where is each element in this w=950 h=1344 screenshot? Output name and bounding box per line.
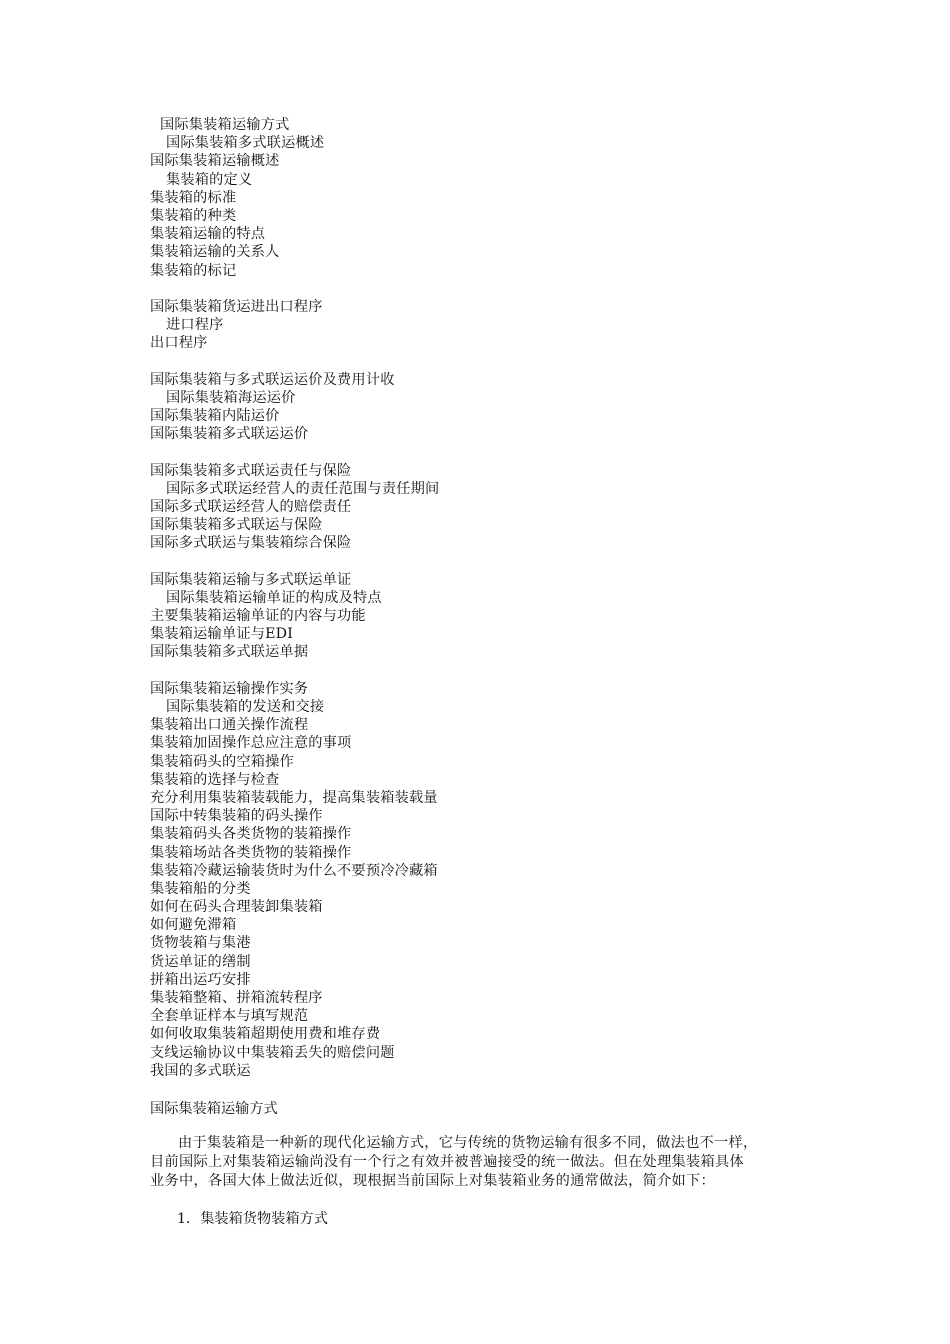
toc-entry[interactable]: 集装箱码头各类货物的装箱操作 <box>150 826 352 843</box>
toc-entry[interactable]: 集装箱的标准 <box>150 189 237 206</box>
toc-entry[interactable]: 国际多式联运经营人的赔偿责任 <box>150 498 352 515</box>
toc-entry[interactable]: 我国的多式联运 <box>150 1062 251 1079</box>
toc-entry[interactable]: 国际集装箱海运运价 <box>166 389 296 406</box>
toc-spacer <box>150 553 439 571</box>
toc-entry[interactable]: 拼箱出运巧安排 <box>150 971 251 988</box>
paragraph-line: 目前国际上对集装箱运输尚没有一个行之有效并被普遍接受的统一做法。但在处理集装箱具体 <box>150 1154 744 1170</box>
toc-entry[interactable]: 集装箱运输的关系人 <box>150 244 280 261</box>
toc-entry[interactable]: 国际集装箱的发送和交接 <box>166 699 325 715</box>
toc-entry[interactable]: 主要集装箱运输单证的内容与功能 <box>150 608 366 625</box>
toc-entry[interactable]: 集装箱运输的特点 <box>150 226 266 243</box>
toc-entry[interactable]: 全套单证样本与填写规范 <box>150 1008 309 1025</box>
toc-spacer <box>150 352 439 370</box>
toc-entry[interactable]: 货运单证的缮制 <box>150 953 251 970</box>
toc-entry[interactable]: 集装箱加固操作总应注意的事项 <box>150 735 352 752</box>
toc-entry[interactable]: 集装箱出口通关操作流程 <box>150 717 309 734</box>
numbered-item-heading: 1．集装箱货物装箱方式 <box>177 1211 328 1227</box>
body-paragraph <box>150 1134 810 1191</box>
toc-entry[interactable]: 国际集装箱运输操作实务 <box>150 680 309 697</box>
toc-entry[interactable]: 集装箱整箱、拼箱流转程序 <box>150 990 323 1006</box>
toc-entry[interactable]: 集装箱的定义 <box>166 171 253 188</box>
toc-entry[interactable]: 国际中转集装箱的码头操作 <box>150 808 323 825</box>
toc-entry[interactable]: 集装箱码头的空箱操作 <box>150 753 294 770</box>
toc-entry[interactable]: 国际集装箱多式联运责任与保险 <box>150 462 352 479</box>
toc-entry[interactable]: 国际集装箱运输与多式联运单证 <box>150 571 352 588</box>
table-of-contents <box>150 116 439 1080</box>
section-title: 国际集装箱运输方式 <box>150 1101 278 1117</box>
toc-entry[interactable]: 国际集装箱货运进出口程序 <box>150 298 323 315</box>
toc-entry[interactable]: 如何收取集装箱超期使用费和堆存费 <box>150 1026 381 1043</box>
toc-entry[interactable]: 集装箱运输单证与EDI <box>150 626 294 643</box>
toc-entry[interactable]: 出口程序 <box>150 335 208 352</box>
toc-entry[interactable]: 国际集装箱运输概述 <box>150 153 280 170</box>
toc-entry[interactable]: 充分利用集装箱装载能力，提高集装箱装载量 <box>150 789 438 806</box>
toc-entry[interactable]: 国际多式联运经营人的责任范围与责任期间 <box>166 480 440 497</box>
toc-spacer <box>150 443 439 461</box>
toc-entry[interactable]: 国际集装箱多式联运与保险 <box>150 517 323 534</box>
toc-entry[interactable]: 集装箱的种类 <box>150 207 237 224</box>
toc-entry[interactable]: 如何避免滞箱 <box>150 917 237 934</box>
toc-entry[interactable]: 国际集装箱运输方式 <box>160 117 290 133</box>
toc-entry[interactable]: 集装箱场站各类货物的装箱操作 <box>150 844 352 861</box>
toc-entry[interactable]: 国际集装箱多式联运运价 <box>150 426 309 443</box>
paragraph-line: 由于集装箱是一种新的现代化运输方式，它与传统的货物运输有很多不同，做法也不一样， <box>178 1135 758 1151</box>
toc-entry[interactable]: 进口程序 <box>166 317 224 334</box>
toc-entry[interactable]: 国际集装箱多式联运概述 <box>166 135 325 152</box>
toc-entry[interactable]: 国际集装箱多式联运单据 <box>150 644 309 661</box>
toc-entry[interactable]: 集装箱的标记 <box>150 262 237 279</box>
toc-entry[interactable]: 国际多式联运与集装箱综合保险 <box>150 535 352 552</box>
toc-spacer <box>150 280 439 298</box>
toc-entry[interactable]: 国际集装箱与多式联运运价及费用计收 <box>150 371 395 388</box>
paragraph-line: 业务中，各国大体上做法近似，现根据当前国际上对集装箱业务的通常做法，简介如下： <box>150 1173 716 1189</box>
toc-entry[interactable]: 货物装箱与集港 <box>150 935 251 952</box>
toc-entry[interactable]: 国际集装箱内陆运价 <box>150 408 280 424</box>
toc-entry[interactable]: 支线运输协议中集装箱丢失的赔偿问题 <box>150 1044 395 1061</box>
toc-spacer <box>150 662 439 680</box>
toc-entry[interactable]: 集装箱船的分类 <box>150 880 251 897</box>
toc-entry[interactable]: 集装箱冷藏运输装货时为什么不要预冷冷藏箱 <box>150 862 438 879</box>
toc-entry[interactable]: 国际集装箱运输单证的构成及特点 <box>166 589 382 606</box>
toc-entry[interactable]: 集装箱的选择与检查 <box>150 771 280 788</box>
toc-entry[interactable]: 如何在码头合理装卸集装箱 <box>150 899 323 916</box>
